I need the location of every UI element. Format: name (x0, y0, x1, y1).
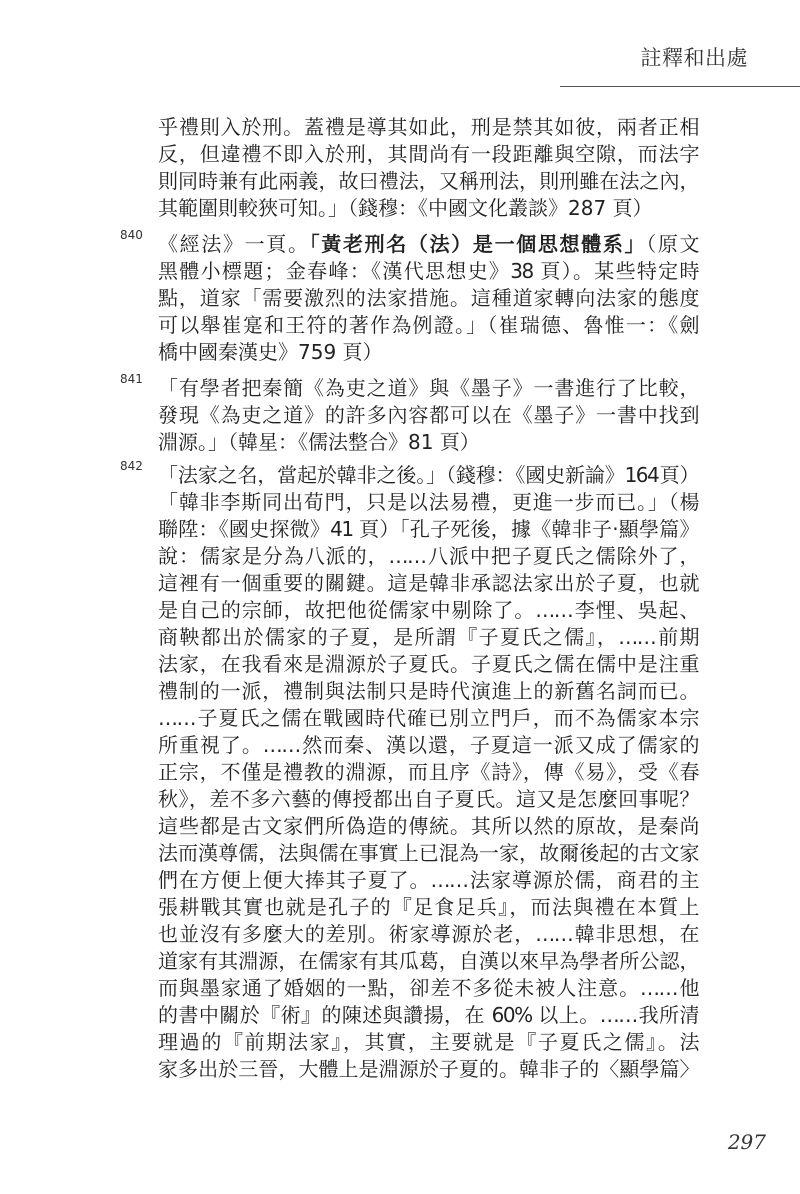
text-line: 「有學者把秦簡《為吏之道》與《墨子》一書進行了比較， (158, 376, 698, 400)
text-line: 們在方便上便大捧其子夏了。……法家導源於儒，商君的主 (158, 868, 698, 892)
text-line: 這裡有一個重要的關鍵。這是韓非承認法家出於子夏，也就 (158, 571, 698, 595)
text-line: 正宗，不僅是禮教的淵源，而且序《詩》，傳《易》，受《春 (158, 760, 698, 784)
text-line: 說：儒家是分為八派的，……八派中把子夏氏之儒除外了， (158, 544, 698, 568)
text-line: 禮制的一派，禮制與法制只是時代演進上的新舊名詞而已。 (158, 679, 698, 703)
text-line: 而與墨家通了婚姻的一點，卻差不多從未被人注意。……他 (158, 976, 698, 1000)
header-rule (560, 86, 800, 87)
text-line: 所重視了。……然而秦、漢以還，子夏這一派又成了儒家的 (158, 733, 698, 757)
text-line: 橋中國秦漢史》759 頁） (158, 340, 383, 364)
text-segment: 《經法》一頁。 (158, 232, 310, 256)
note-842 (120, 459, 698, 1083)
text-line: 則同時兼有此兩義，故曰禮法，又稱刑法，則刑雖在法之內， (158, 169, 698, 193)
text-line: 發現《為吏之道》的許多內容都可以在《墨子》一書中找到 (158, 403, 698, 427)
running-header: 註釋和出處 (640, 46, 748, 70)
text-line: 黑體小標題；金春峰：《漢代思想史》38 頁）。某些特定時 (158, 259, 698, 283)
text-line: 這些都是古文家們所偽造的傳統。其所以然的原故，是秦尚 (158, 814, 698, 838)
text-line: 張耕戰其實也就是孔子的『足食足兵』，而法與禮在本質上 (158, 895, 698, 919)
text-line: 理過的『前期法家』，其實，主要就是『子夏氏之儒』。法 (158, 1030, 698, 1054)
text-line: 點，道家「需要激烈的法家措施。這種道家轉向法家的態度 (158, 286, 698, 310)
bold-emphasis: 「黃老刑名（法）是一個思想體系」 (309, 232, 647, 256)
note-number: 842 (120, 459, 143, 473)
continuation-paragraph (158, 114, 698, 222)
text-line: 法而漢尊儒，法與儒在事實上已混為一家，故爾後起的古文家 (158, 841, 698, 865)
text-line: 聯陞：《國史探微》41 頁）「孔子死後，據《韓非子‧顯學篇》 (158, 517, 698, 541)
page-number: 297 (727, 1130, 766, 1154)
text-line: 可以舉崔寔和王符的著作為例證。」（崔瑞德、魯惟一：《劍 (158, 313, 698, 337)
text-line: 道家有其淵源，在儒家有其瓜葛，自漢以來早為學者所公認， (158, 949, 698, 973)
text-line: 是自己的宗師，故把他從儒家中剔除了。……李悝、吳起、 (158, 598, 698, 622)
text-line: 秋》，差不多六藝的傳授都出自子夏氏。這又是怎麼回事呢？ (158, 787, 698, 811)
note-840 (120, 228, 699, 366)
text-line: 商鞅都出於儒家的子夏，是所謂『子夏氏之儒』，……前期 (158, 625, 698, 649)
text-line: 也並沒有多麼大的差別。術家導源於老，……韓非思想，在 (158, 922, 698, 946)
note-number: 841 (120, 372, 143, 386)
note-number: 840 (120, 228, 143, 242)
text-line: 的書中關於『術』的陳述與讚揚，在 60% 以上。……我所清 (158, 1003, 698, 1027)
text-line: ……子夏氏之儒在戰國時代確已別立門戶，而不為儒家本宗 (158, 706, 698, 730)
text-line: 淵源。」（韓星：《儒法整合》81 頁） (158, 430, 480, 454)
text-line: 乎禮則入於刑。蓋禮是導其如此，刑是禁其如彼，兩者正相 (158, 115, 698, 139)
text-line: 「法家之名，當起於韓非之後。」（錢穆：《國史新論》164頁） (158, 463, 698, 487)
text-line (158, 231, 698, 258)
text-line: 其範圍則較狹可知。」（錢穆：《中國文化叢談》287 頁） (158, 196, 653, 220)
text-line: 法家，在我看來是淵源於子夏氏。子夏氏之儒在儒中是注重 (158, 652, 698, 676)
text-line: 反，但違禮不即入於刑，其間尚有一段距離與空隙，而法字 (158, 142, 698, 166)
text-segment: （原文 (646, 232, 699, 256)
note-841 (120, 372, 698, 456)
text-line: 家多出於三晉，大體上是淵源於子夏的。韓非子的〈顯學篇〉 (158, 1057, 698, 1081)
text-line: 「韓非李斯同出荀門，只是以法易禮，更進一步而已。」（楊 (158, 490, 698, 514)
